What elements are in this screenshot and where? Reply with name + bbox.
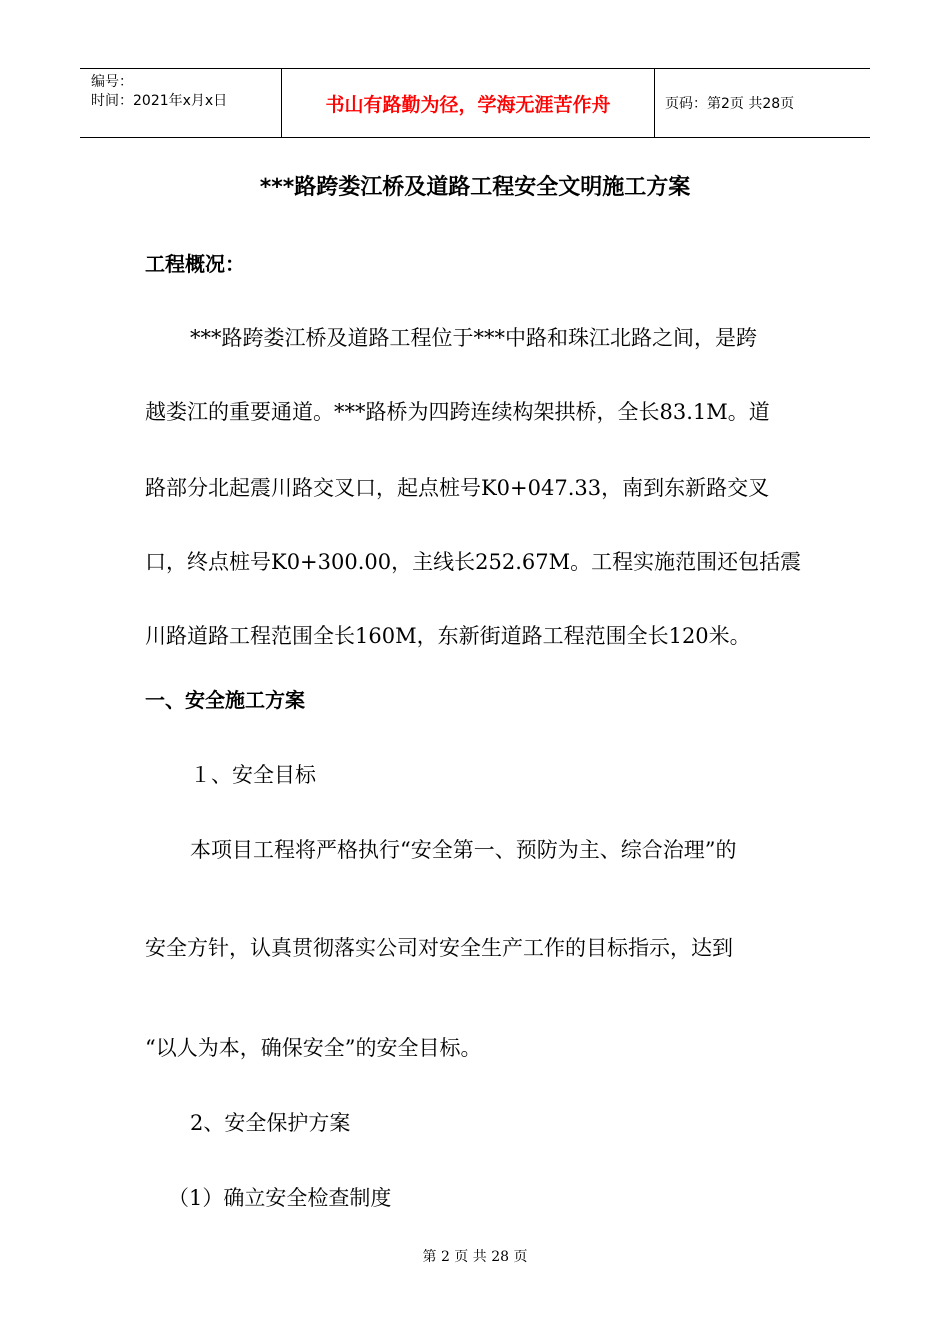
goal-line: 安全方针，认真贯彻落实公司对安全生产工作的目标指示，达到 — [145, 936, 733, 960]
list-item: （1）确立安全检查制度 — [168, 1186, 392, 1210]
section1-heading: 一、安全施工方案 — [145, 688, 305, 712]
goal-line: 本项目工程将严格执行“安全第一、预防为主、综合治理”的 — [190, 838, 737, 862]
overview-line: ***路跨娄江桥及道路工程位于***中路和珠江北路之间，是跨 — [190, 326, 757, 350]
subsection-heading: １、安全目标 — [190, 763, 316, 787]
overview-line: 川路道路工程范围全长160M，东新街道路工程范围全长120米。 — [145, 624, 751, 648]
page-footer: 第 2 页 共 28 页 — [422, 1249, 528, 1265]
header-motto: 书山有路勤为径，学海无涯苦作舟 — [282, 69, 655, 137]
overview-line: 越娄江的重要通道。***路桥为四跨连续构架拱桥，全长83.1M。道 — [145, 400, 770, 424]
document-title: ***路跨娄江桥及道路工程安全文明施工方案 — [259, 175, 691, 200]
header-page-info: 页码：第2页 共28页 — [665, 96, 795, 112]
time-label: 时间：2021年x月x日 — [91, 93, 228, 109]
header-meta-cell — [80, 69, 282, 137]
subsection-heading: 2、安全保护方案 — [190, 1111, 351, 1135]
overview-line: 口，终点桩号K0+300.00，主线长252.67M。工程实施范围还包括震 — [145, 550, 802, 574]
number-label: 编号： — [91, 74, 133, 90]
header-table — [80, 68, 870, 138]
overview-heading: 工程概况： — [145, 252, 245, 276]
overview-line: 路部分北起震川路交叉口，起点桩号K0+047.33，南到东新路交叉 — [145, 476, 770, 500]
goal-line: “以人为本，确保安全”的安全目标。 — [145, 1036, 482, 1060]
